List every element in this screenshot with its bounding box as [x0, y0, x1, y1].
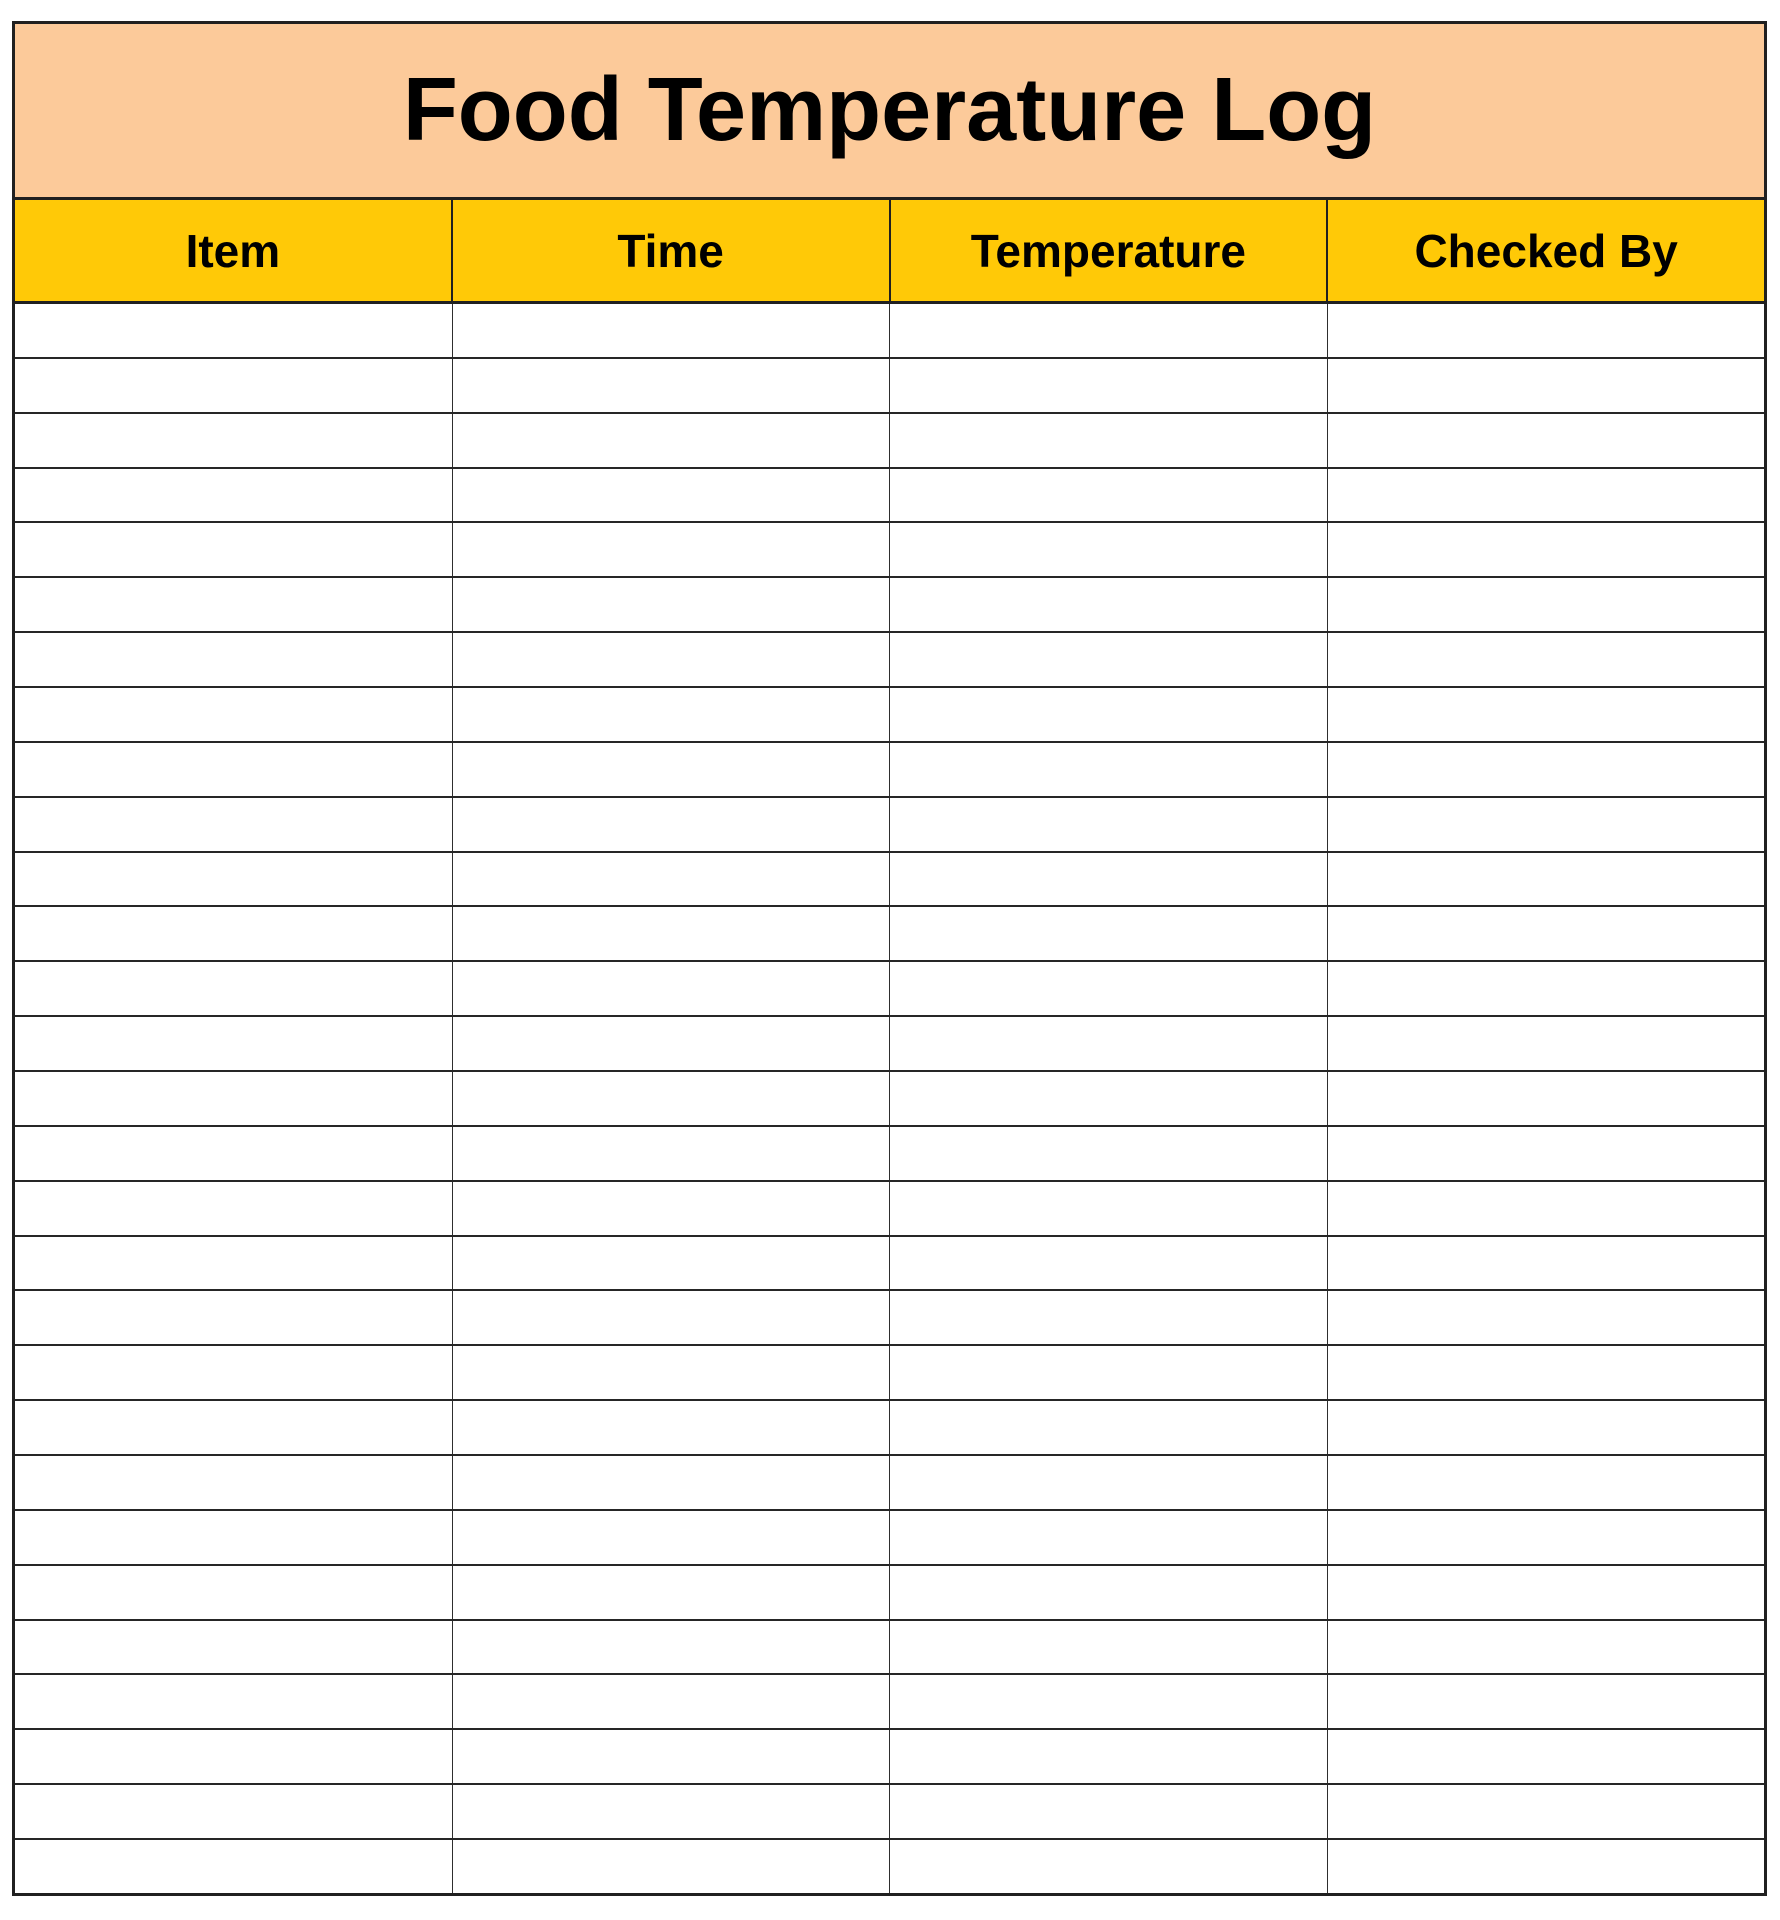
table-row [15, 1346, 1764, 1401]
table-cell-time[interactable] [453, 1127, 891, 1180]
table-row [15, 1675, 1764, 1730]
table-cell-item[interactable] [15, 962, 453, 1015]
table-cell-item[interactable] [15, 1401, 453, 1454]
table-cell-time[interactable] [453, 907, 891, 960]
table-cell-temperature[interactable] [890, 1072, 1328, 1125]
table-cell-item[interactable] [15, 633, 453, 686]
page-title: Food Temperature Log [402, 60, 1377, 160]
table-cell-item[interactable] [15, 907, 453, 960]
table-cell-checked-by[interactable] [1328, 1730, 1765, 1783]
table-cell-temperature[interactable] [890, 1840, 1328, 1893]
table-cell-temperature[interactable] [890, 523, 1328, 576]
table-cell-checked-by[interactable] [1328, 1456, 1765, 1509]
table-cell-checked-by[interactable] [1328, 1401, 1765, 1454]
column-header-temperature: Temperature [891, 200, 1329, 301]
table-cell-temperature[interactable] [890, 1566, 1328, 1619]
table-row [15, 1182, 1764, 1237]
table-cell-time[interactable] [453, 1182, 891, 1235]
table-cell-checked-by[interactable] [1328, 1291, 1765, 1344]
table-cell-item[interactable] [15, 1730, 453, 1783]
table-row [15, 1237, 1764, 1292]
table-cell-temperature[interactable] [890, 798, 1328, 851]
table-cell-item[interactable] [15, 1182, 453, 1235]
table-cell-temperature[interactable] [890, 743, 1328, 796]
table-row [15, 633, 1764, 688]
table-cell-item[interactable] [15, 1840, 453, 1893]
table-cell-temperature[interactable] [890, 1182, 1328, 1235]
table-row [15, 1730, 1764, 1785]
table-cell-checked-by[interactable] [1328, 414, 1765, 467]
table-cell-item[interactable] [15, 304, 453, 357]
column-header-item: Item [15, 200, 453, 301]
table-cell-time[interactable] [453, 1511, 891, 1564]
table-cell-time[interactable] [453, 1785, 891, 1838]
table-cell-checked-by[interactable] [1328, 1675, 1765, 1728]
table-cell-temperature[interactable] [890, 1730, 1328, 1783]
table-cell-temperature[interactable] [890, 1785, 1328, 1838]
table-cell-temperature[interactable] [890, 1621, 1328, 1674]
table-cell-item[interactable] [15, 743, 453, 796]
table-cell-time[interactable] [453, 523, 891, 576]
table-cell-item[interactable] [15, 1072, 453, 1125]
table-cell-time[interactable] [453, 359, 891, 412]
table-row [15, 798, 1764, 853]
table-row [15, 743, 1764, 798]
table-cell-time[interactable] [453, 962, 891, 1015]
table-cell-temperature[interactable] [890, 1017, 1328, 1070]
table-cell-checked-by[interactable] [1328, 1127, 1765, 1180]
table-cell-time[interactable] [453, 1237, 891, 1290]
table-cell-item[interactable] [15, 1785, 453, 1838]
table-cell-item[interactable] [15, 1291, 453, 1344]
table-row [15, 1621, 1764, 1676]
table-cell-time[interactable] [453, 1072, 891, 1125]
table-cell-temperature[interactable] [890, 1456, 1328, 1509]
table-cell-item[interactable] [15, 1675, 453, 1728]
table-row [15, 1511, 1764, 1566]
table-cell-checked-by[interactable] [1328, 1840, 1765, 1893]
table-cell-temperature[interactable] [890, 907, 1328, 960]
table-cell-temperature[interactable] [890, 688, 1328, 741]
table-row [15, 853, 1764, 908]
table-cell-temperature[interactable] [890, 1237, 1328, 1290]
table-row [15, 359, 1764, 414]
table-cell-checked-by[interactable] [1328, 359, 1765, 412]
column-header-time: Time [453, 200, 891, 301]
table-cell-item[interactable] [15, 1127, 453, 1180]
table-cell-item[interactable] [15, 578, 453, 631]
table-cell-temperature[interactable] [890, 1511, 1328, 1564]
table-cell-checked-by[interactable] [1328, 469, 1765, 522]
table-row [15, 1401, 1764, 1456]
table-cell-checked-by[interactable] [1328, 688, 1765, 741]
table-cell-item[interactable] [15, 1346, 453, 1399]
food-temperature-log-table [12, 21, 1767, 1896]
table-row [15, 1785, 1764, 1840]
table-cell-temperature[interactable] [890, 469, 1328, 522]
table-cell-checked-by[interactable] [1328, 304, 1765, 357]
column-header-checked-by: Checked By [1414, 224, 1678, 277]
table-cell-checked-by[interactable] [1328, 1182, 1765, 1235]
table-cell-time[interactable] [453, 743, 891, 796]
table-cell-item[interactable] [15, 1456, 453, 1509]
table-row [15, 907, 1764, 962]
table-row [15, 469, 1764, 524]
table-cell-temperature[interactable] [890, 962, 1328, 1015]
table-row [15, 1127, 1764, 1182]
table-row [15, 962, 1764, 1017]
table-cell-temperature[interactable] [890, 1346, 1328, 1399]
table-cell-temperature[interactable] [890, 633, 1328, 686]
table-cell-time[interactable] [453, 578, 891, 631]
table-row [15, 1566, 1764, 1621]
table-cell-item[interactable] [15, 469, 453, 522]
table-cell-item[interactable] [15, 1566, 453, 1619]
table-cell-time[interactable] [453, 1566, 891, 1619]
table-cell-temperature[interactable] [890, 304, 1328, 357]
table-row [15, 688, 1764, 743]
table-cell-item[interactable] [15, 414, 453, 467]
table-cell-checked-by[interactable] [1328, 907, 1765, 960]
table-cell-time[interactable] [453, 1840, 891, 1893]
table-cell-time[interactable] [453, 1017, 891, 1070]
table-row [15, 523, 1764, 578]
table-cell-time[interactable] [453, 688, 891, 741]
table-cell-item[interactable] [15, 688, 453, 741]
table-cell-temperature[interactable] [890, 1675, 1328, 1728]
table-cell-item[interactable] [15, 798, 453, 851]
table-cell-item[interactable] [15, 1237, 453, 1290]
table-cell-item[interactable] [15, 1621, 453, 1674]
table-cell-checked-by[interactable] [1328, 1785, 1765, 1838]
table-cell-time[interactable] [453, 1730, 891, 1783]
table-cell-time[interactable] [453, 1621, 891, 1674]
table-cell-item[interactable] [15, 853, 453, 906]
table-cell-item[interactable] [15, 1511, 453, 1564]
table-row [15, 1072, 1764, 1127]
table-cell-checked-by[interactable] [1328, 1511, 1765, 1564]
table-cell-time[interactable] [453, 853, 891, 906]
table-cell-temperature[interactable] [890, 1291, 1328, 1344]
table-cell-checked-by[interactable] [1328, 798, 1765, 851]
table-cell-checked-by[interactable] [1328, 523, 1765, 576]
table-cell-checked-by[interactable] [1328, 1072, 1765, 1125]
table-row [15, 1840, 1764, 1893]
table-cell-checked-by[interactable] [1328, 1346, 1765, 1399]
table-cell-item[interactable] [15, 1017, 453, 1070]
table-cell-temperature[interactable] [890, 578, 1328, 631]
table-cell-checked-by[interactable] [1328, 633, 1765, 686]
table-row [15, 1291, 1764, 1346]
table-cell-checked-by[interactable] [1328, 578, 1765, 631]
table-cell-time[interactable] [453, 414, 891, 467]
table-cell-time[interactable] [453, 1401, 891, 1454]
table-cell-temperature[interactable] [890, 853, 1328, 906]
table-row [15, 1017, 1764, 1072]
table-cell-temperature[interactable] [890, 414, 1328, 467]
table-row [15, 578, 1764, 633]
table-cell-temperature[interactable] [890, 1127, 1328, 1180]
title-bar [15, 24, 1764, 200]
table-body [15, 304, 1764, 1893]
table-cell-time[interactable] [453, 304, 891, 357]
table-row [15, 1456, 1764, 1511]
table-cell-time[interactable] [453, 1291, 891, 1344]
table-cell-time[interactable] [453, 1675, 891, 1728]
table-cell-time[interactable] [453, 633, 891, 686]
table-cell-temperature[interactable] [890, 359, 1328, 412]
table-cell-item[interactable] [15, 523, 453, 576]
table-cell-checked-by[interactable] [1328, 1017, 1765, 1070]
table-cell-checked-by[interactable] [1328, 1621, 1765, 1674]
table-cell-time[interactable] [453, 469, 891, 522]
table-cell-time[interactable] [453, 798, 891, 851]
table-cell-checked-by[interactable] [1328, 853, 1765, 906]
table-cell-time[interactable] [453, 1346, 891, 1399]
table-row [15, 414, 1764, 469]
table-cell-item[interactable] [15, 359, 453, 412]
table-cell-checked-by[interactable] [1328, 743, 1765, 796]
table-cell-time[interactable] [453, 1456, 891, 1509]
table-row [15, 304, 1764, 359]
table-cell-checked-by[interactable] [1328, 1566, 1765, 1619]
table-cell-checked-by[interactable] [1328, 962, 1765, 1015]
table-header-row [15, 200, 1764, 304]
table-cell-temperature[interactable] [890, 1401, 1328, 1454]
table-cell-checked-by[interactable] [1328, 1237, 1765, 1290]
